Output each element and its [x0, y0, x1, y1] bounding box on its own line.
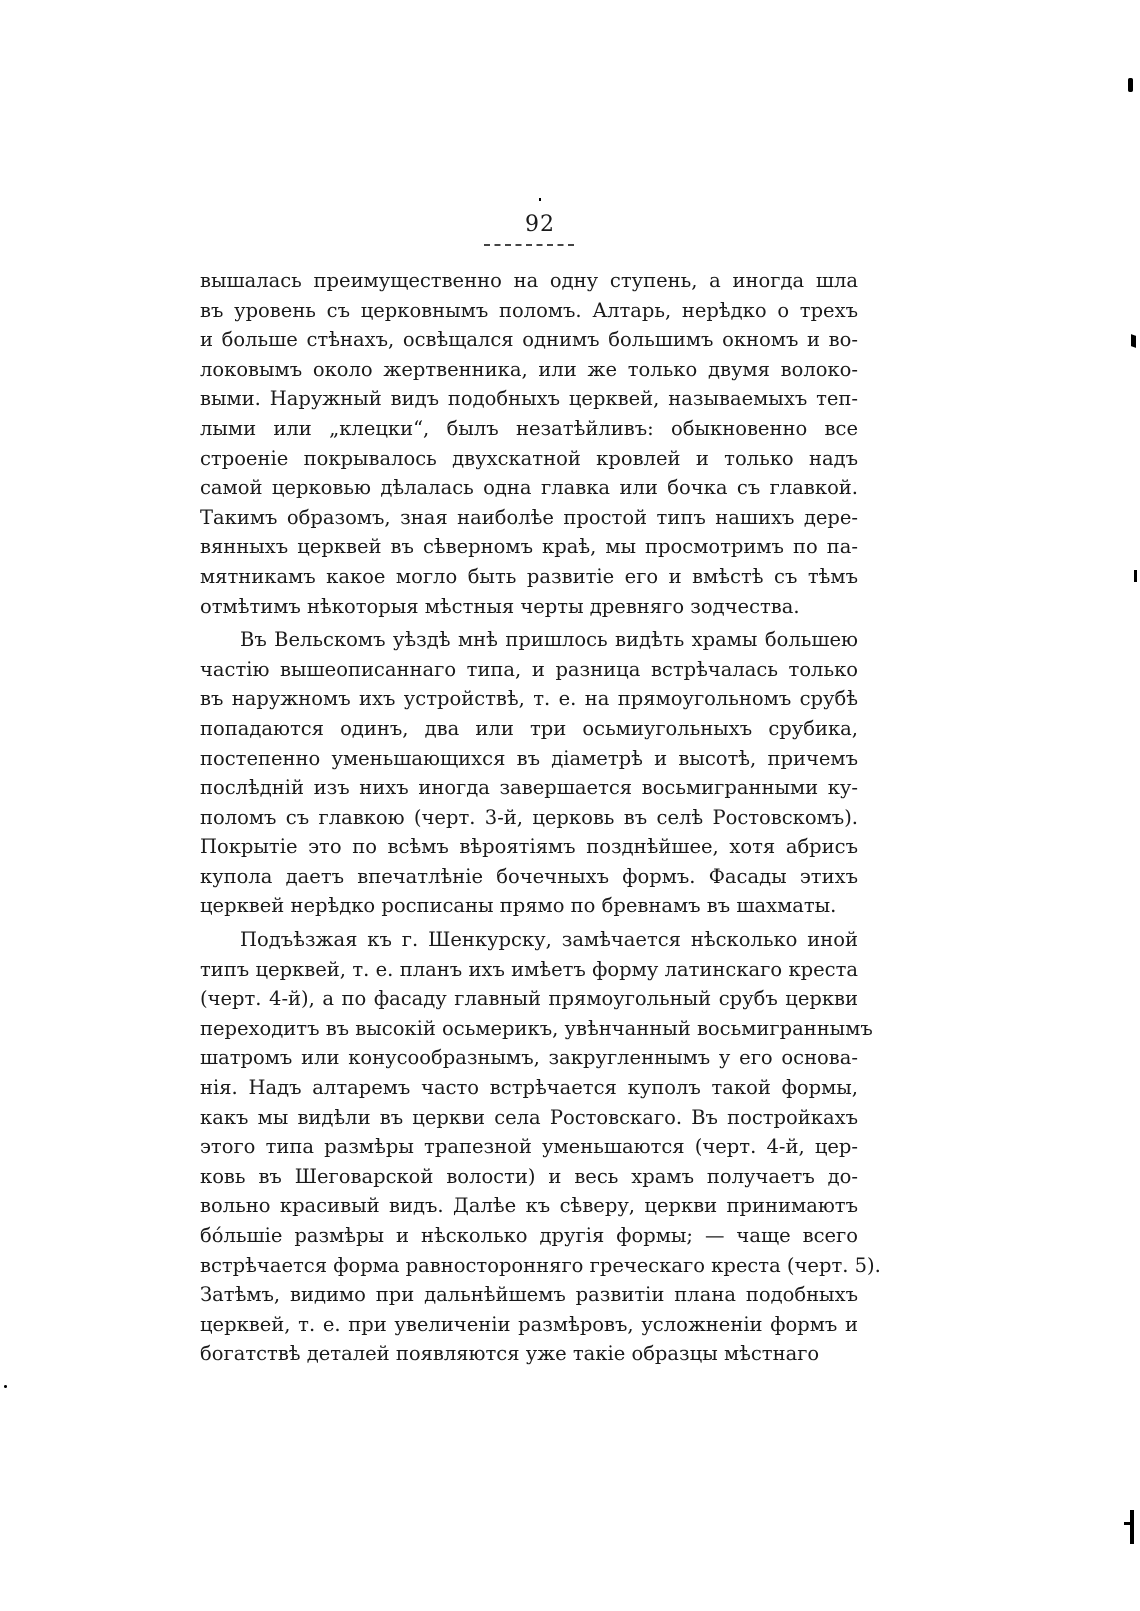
text-line: въ наружномъ ихъ устройствѣ, т. е. на прямоугольномъ срубѣ	[200, 687, 858, 711]
paragraph	[200, 266, 858, 621]
text-line: частію вышеописаннаго типа, и разница встрѣчалась только	[200, 657, 858, 681]
text-line: поломъ съ главкою (черт. 3-й, церковь въ селѣ Ростовскомъ).	[200, 805, 858, 829]
paragraph	[200, 925, 881, 1369]
text-line: Затѣмъ, видимо при дальнѣйшемъ развитіи плана подобныхъ	[200, 1283, 858, 1307]
text-line: типъ церквей, т. е. планъ ихъ имѣетъ форму латинскаго креста	[200, 957, 858, 981]
text-line: строеніе покрывалось двухскатной кровлей и только надъ	[200, 446, 858, 470]
text-line: этого типа размѣры трапезной уменьшаются (черт. 4-й, цер-	[200, 1135, 858, 1159]
scan-mark	[1131, 334, 1136, 348]
text-line: церквей нерѣдко росписаны прямо по бревнамъ въ шахматы.	[200, 894, 837, 918]
text-line: Такимъ образомъ, зная наиболѣе простой типъ нашихъ дере-	[200, 505, 858, 529]
page-number-rule	[484, 244, 574, 246]
text-line: церквей, т. е. при увеличеніи размѣровъ, усложненіи формъ и	[200, 1312, 858, 1336]
text-line: самой церковью дѣлалась одна главка или бочка съ главкой.	[200, 476, 858, 500]
scan-mark	[1134, 570, 1137, 582]
text-line: вольно красивый видъ. Далѣе къ сѣверу, церкви принимаютъ	[200, 1194, 858, 1218]
text-line: Покрытіе это по всѣмъ вѣроятіямъ позднѣйшее, хотя абрисъ	[200, 835, 858, 859]
scan-mark	[4, 1385, 7, 1388]
text-line: переходитъ въ высокій осьмерикъ, увѣнчанный восьмиграннымъ	[200, 1016, 873, 1040]
text-line: Въ Вельскомъ уѣздѣ мнѣ пришлось видѣть храмы большею	[240, 628, 858, 652]
text-line: локовымъ около жертвенника, или же только двумя волоко-	[200, 357, 858, 381]
text-line: какъ мы видѣли въ церкви села Ростовскаго. Въ постройкахъ	[200, 1105, 858, 1129]
text-line: встрѣчается форма равносторонняго греческаго креста (черт. 5).	[200, 1253, 881, 1277]
text-line: выми. Наружный видъ подобныхъ церквей, называемыхъ теп-	[200, 387, 858, 411]
body-text	[200, 266, 881, 1369]
text-line: шатромъ или конусообразнымъ, закругленнымъ у его основа-	[200, 1046, 858, 1070]
text-line: купола даетъ впечатлѣніе бочечныхъ формъ. Фасады этихъ	[200, 864, 858, 888]
scan-mark	[1130, 1510, 1134, 1544]
text-line: нія. Надъ алтаремъ часто встрѣчается куполъ такой формы,	[200, 1076, 858, 1100]
text-line: богатствѣ деталей появляются уже такіе образцы мѣстнаго	[200, 1342, 820, 1366]
text-line: попадаются одинъ, два или три осьмиугольныхъ срубика,	[200, 716, 858, 740]
scan-mark	[1128, 78, 1133, 92]
text-line: (черт. 4-й), а по фасаду главный прямоугольный срубъ церкви	[200, 987, 858, 1011]
paragraph	[200, 625, 858, 921]
page-number: 92	[525, 212, 555, 237]
text-line: бо́льшіе размѣры и нѣсколько другія формы; — чаще всего	[200, 1224, 858, 1247]
text-line: вышалась преимущественно на одну ступень, а иногда шла	[200, 269, 858, 292]
text-line: Подъѣзжая къ г. Шенкурску, замѣчается нѣсколько иной	[240, 928, 858, 952]
text-line: послѣдній изъ нихъ иногда завершается восьмигранными ку-	[200, 776, 858, 800]
text-line: ковь въ Шеговарской волости) и весь храмъ получаетъ до-	[200, 1164, 858, 1188]
text-line: лыми или „клецки“, былъ незатѣйливъ: обыкновенно все	[200, 416, 858, 440]
text-line: мятникамъ какое могло быть развитіе его и вмѣстѣ съ тѣмъ	[200, 564, 858, 588]
text-line: постепенно уменьшающихся въ діаметрѣ и высотѣ, причемъ	[200, 746, 858, 770]
text-line: вянныхъ церквей въ сѣверномъ краѣ, мы просмотримъ по па-	[200, 535, 858, 559]
text-line: отмѣтимъ нѣкоторыя мѣстныя черты древняго зодчества.	[200, 594, 800, 618]
text-line: и больше стѣнахъ, освѣщался однимъ большимъ окномъ и во-	[200, 328, 858, 352]
text-line: въ уровень съ церковнымъ поломъ. Алтарь, нерѣдко о трехъ	[200, 298, 858, 322]
scan-mark	[539, 198, 541, 201]
